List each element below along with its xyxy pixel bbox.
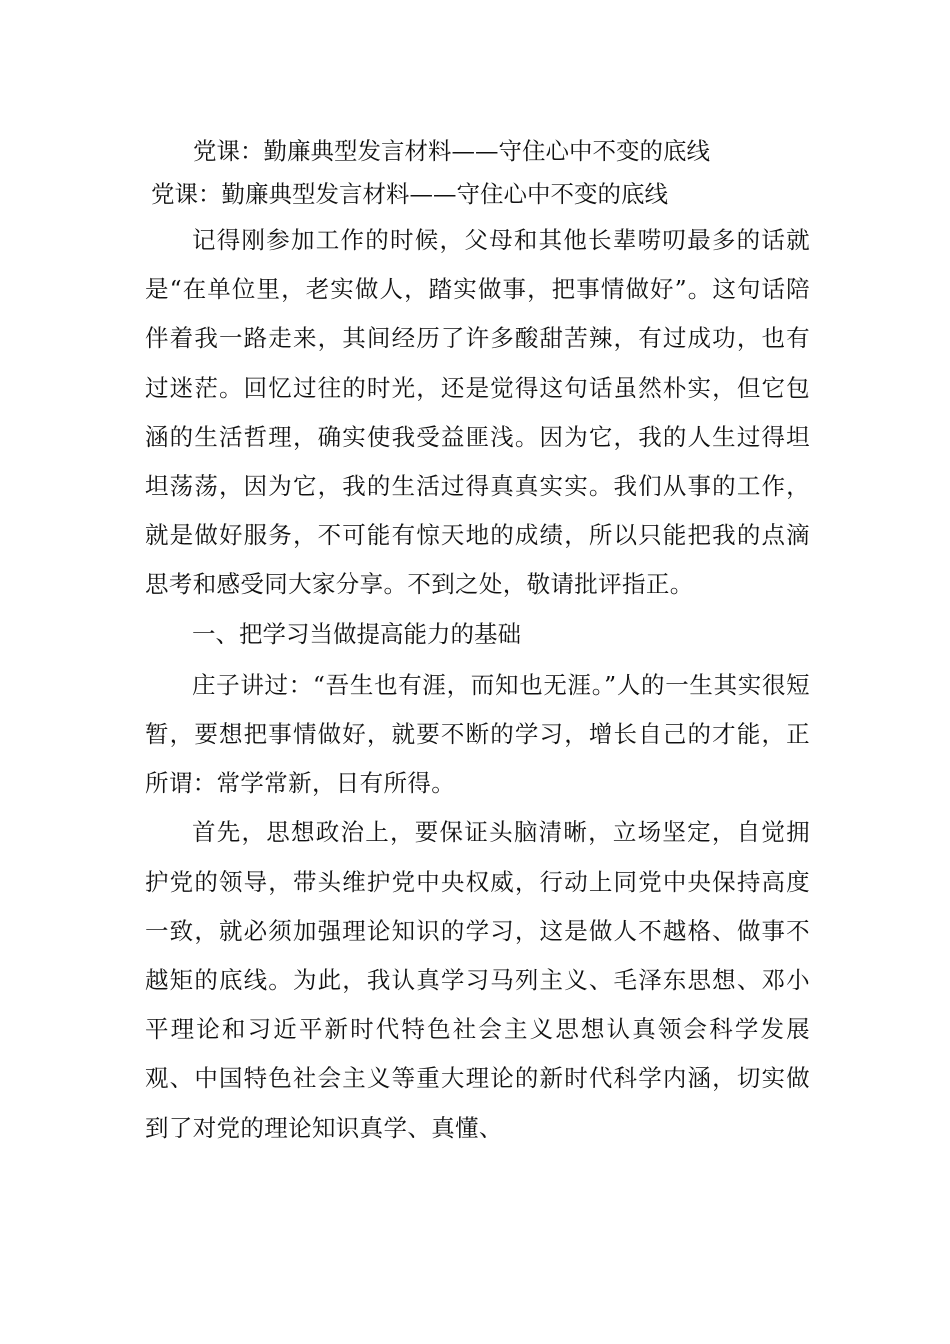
document-subtitle: 党课：勤廉典型发言材料——守住心中不变的底线 [151,180,668,208]
document-title: 党课：勤廉典型发言材料——守住心中不变的底线 [193,137,710,165]
paragraph-intro: 记得刚参加工作的时候，父母和其他长辈唠叨最多的话就是“在单位里，老实做人，踏实做事，把事情做好”。这句话陪伴着我一路走来，其间经历了许多酸甜苦辣，有过成功，也有过迷茫。回忆过往的时光，还是觉得这句话虽然朴实，但它包涵的生活哲理，确实使我受益匪浅。因为它，我的人生过得坦坦荡荡，因为它，我的生活过得真真实实。我们从事的工作，就是做好服务，不可能有惊天地的成绩，所以只能把我的点滴思考和感受同大家分享。不到之处，敬请批评指正。 [145,226,810,599]
paragraph-zhuangzi: 庄子讲过：“吾生也有涯，而知也无涯。”人的一生其实很短暂，要想把事情做好，就要不断的学习，增长自己的才能，正所谓：常学常新，日有所得。 [145,670,810,798]
paragraph-political-study: 首先，思想政治上，要保证头脑清晰，立场坚定，自觉拥护党的领导，带头维护党中央权威，行动上同党中央保持高度一致，就必须加强理论知识的学习，这是做人不越格、做事不越矩的底线。为此，我认真学习马列主义、毛泽东思想、邓小平理论和习近平新时代特色社会主义思想认真领会科学发展观、中国特色社会主义等重大理论的新时代科学内涵，切实做到了对党的理论知识真学、真懂、 [145,818,810,1142]
section-heading-1: 一、把学习当做提高能力的基础 [192,619,521,648]
document-page [145,128,810,1153]
